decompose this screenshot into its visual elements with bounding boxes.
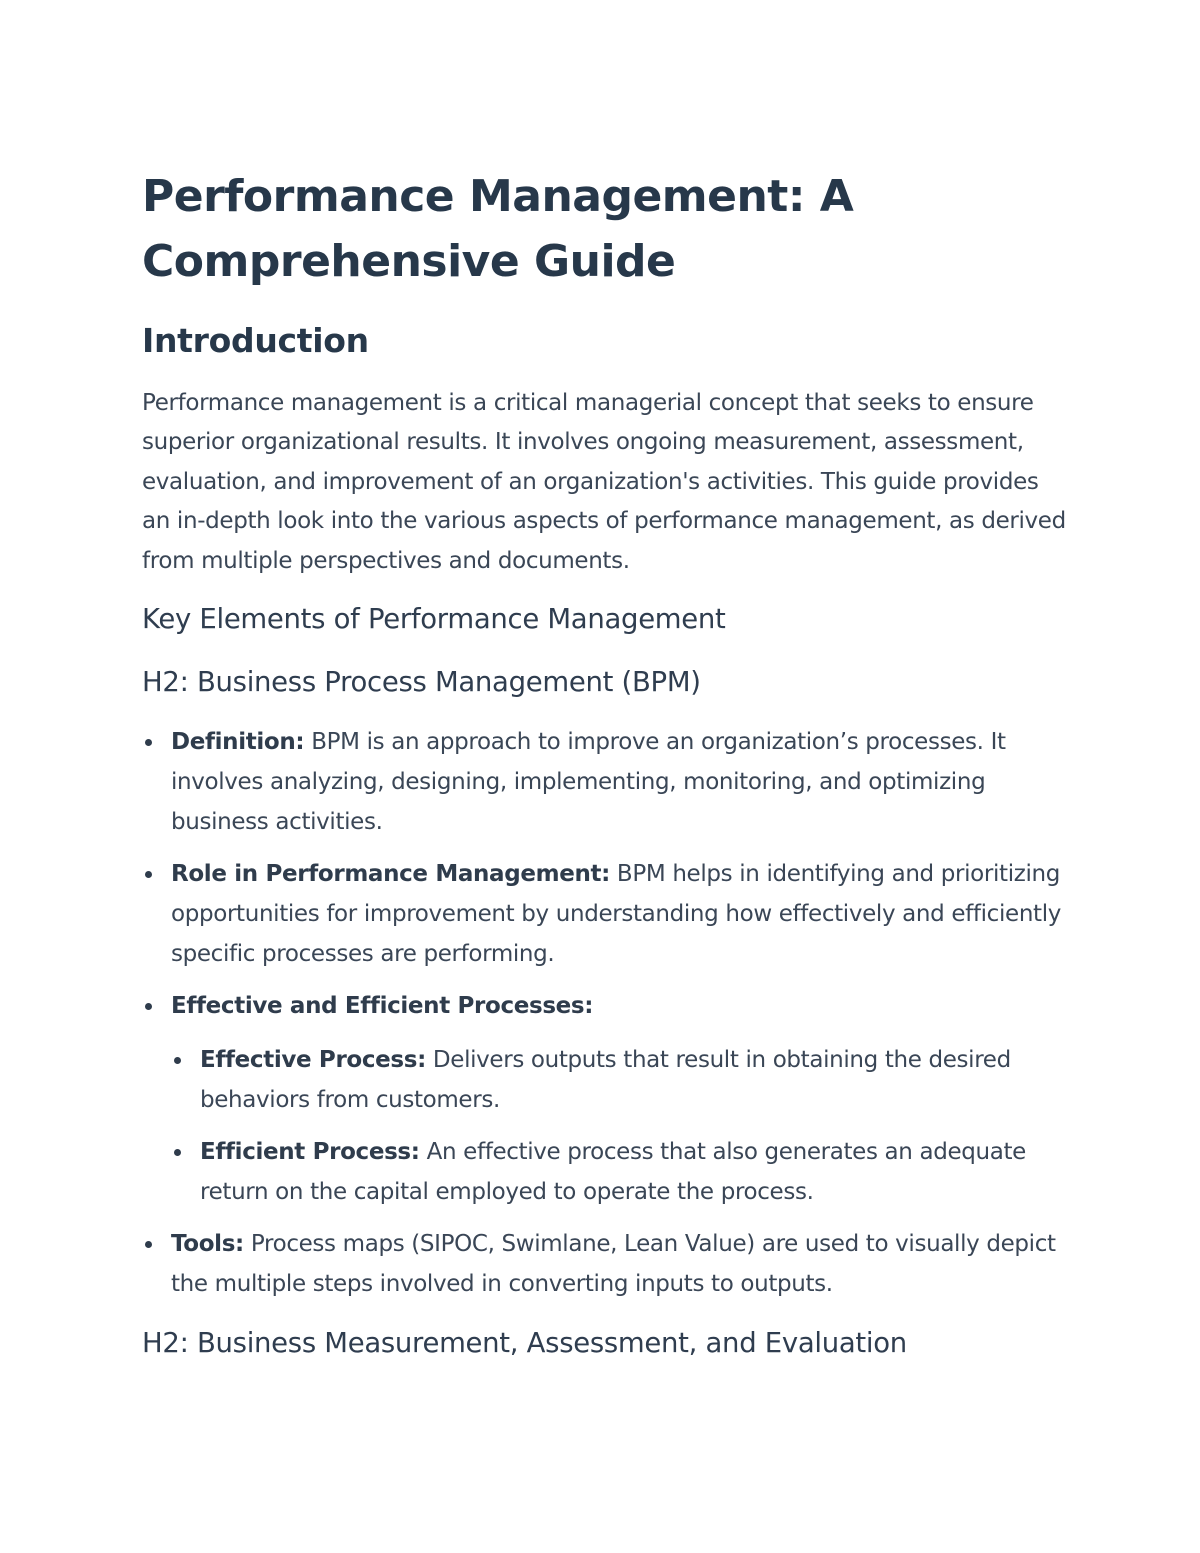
document-title: Performance Management: A Comprehensive Guide xyxy=(142,171,854,287)
bpm-list xyxy=(142,722,1070,1304)
list-item-label: Definition: xyxy=(171,729,305,756)
bullet-icon xyxy=(174,1149,181,1156)
list-item-tools xyxy=(142,1224,1070,1304)
bullet-icon xyxy=(145,1003,152,1010)
nested-item-text: Delivers outputs that result in obtaining the desired behaviors from customers. xyxy=(200,1047,1011,1114)
nested-item-label: Efficient Process: xyxy=(200,1139,420,1166)
list-item-text: BPM is an approach to improve an organization’s processes. It involves analyzing, designing, implementing, monitoring, and optimizing business activities. xyxy=(171,729,1006,836)
list-item-effective-efficient xyxy=(142,986,1070,1212)
measurement-heading: H2: Business Measurement, Assessment, and Evaluation xyxy=(142,1327,907,1360)
nested-item-efficient-process xyxy=(171,1132,1070,1212)
nested-item-text: An effective process that also generates an adequate return on the capital employed to operate the process. xyxy=(200,1139,1026,1206)
list-item-label: Effective and Efficient Processes: xyxy=(171,993,594,1020)
list-item-text: Process maps (SIPOC, Swimlane, Lean Value) are used to visually depict the multiple steps involved in converting inputs to outputs. xyxy=(171,1231,1056,1298)
bullet-icon xyxy=(145,871,152,878)
list-item-label: Tools: xyxy=(171,1231,244,1258)
nested-item-label: Effective Process: xyxy=(200,1047,426,1074)
bullet-icon xyxy=(145,1241,152,1248)
list-item-label: Role in Performance Management: xyxy=(171,861,610,888)
bullet-icon xyxy=(174,1057,181,1064)
list-item-role xyxy=(142,854,1070,974)
introduction-paragraph: Performance management is a critical managerial concept that seeks to ensure superior organizational results. It involves ongoing measurement, assessment, evaluation, and improvement of an organization's activities. This guide provides an in-depth look into the various aspects of performance management, as derived from multiple perspectives and documents. xyxy=(142,390,1066,574)
introduction-heading: Introduction xyxy=(142,321,369,360)
nested-list xyxy=(171,1040,1070,1212)
list-item-definition xyxy=(142,722,1070,842)
list-item-text: BPM helps in identifying and prioritizing opportunities for improvement by understanding how effectively and efficiently specific processes are performing. xyxy=(171,861,1062,968)
bullet-icon xyxy=(145,739,152,746)
nested-item-effective-process xyxy=(171,1040,1070,1120)
key-elements-heading: Key Elements of Performance Management xyxy=(142,603,726,636)
bpm-heading: H2: Business Process Management (BPM) xyxy=(142,666,701,699)
